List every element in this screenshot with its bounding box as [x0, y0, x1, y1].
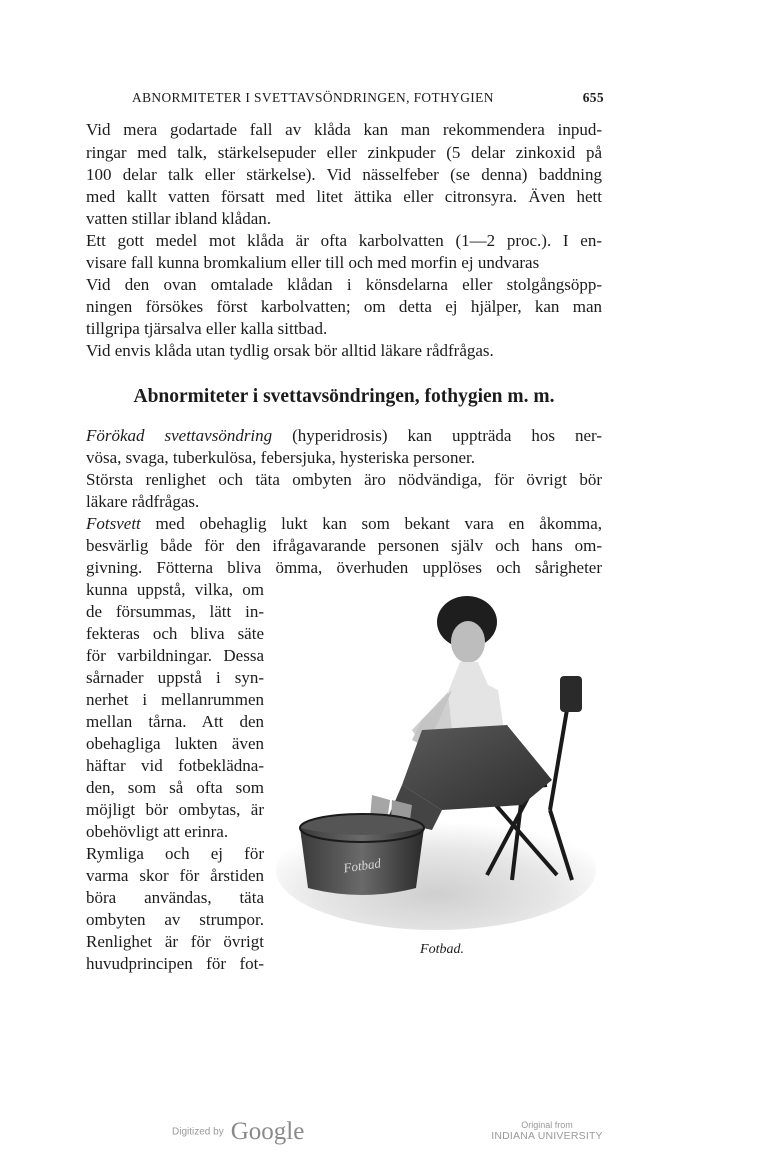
paragraph-1-line: vatten stillar ibland klådan.	[86, 209, 272, 228]
narrow-line: sårnader uppstå i syn-	[86, 668, 264, 687]
original-from	[488, 1120, 606, 1148]
university-label: INDIANA UNIVERSITY	[491, 1130, 603, 1142]
paragraph-1-line: med kallt vatten försatt med litet ättika eller citronsyra. Även hett	[86, 187, 602, 206]
paragraph-3-line: tillgripa tjärsalva eller kalla sittbad.	[86, 319, 328, 338]
narrow-line: fekteras och bliva säte	[86, 624, 264, 643]
paragraph-3-line: Vid den ovan omtalade klådan i könsdelarna eller stolgångsöpp-	[86, 275, 602, 294]
section-p3-line: Fotsvett med obehaglig lukt kan som bekant vara en åkomma,	[86, 514, 602, 533]
paragraph-1-line: Vid mera godartade fall av klåda kan man rekommendera inpud-	[86, 120, 602, 139]
google-logo: Google	[230, 1118, 305, 1145]
section-p3-line: givning. Fötterna bliva ömma, överhuden upplöses och sårigheter	[86, 558, 602, 577]
woman-footbath-photo-icon	[272, 580, 600, 930]
narrow-line: för varbildningar. Dessa	[86, 646, 264, 665]
section-p2-line: läkare rådfrågas.	[86, 492, 200, 511]
original-from-label: Original from	[521, 1120, 573, 1130]
page-number: 655	[582, 90, 604, 105]
narrow-line: obehövligt att erinra.	[86, 822, 229, 841]
paragraph-1-line: 100 delar talk eller stärkelse). Vid nässelfeber (se denna) baddning	[86, 165, 602, 184]
narrow-line: huvudprincipen för fot-	[86, 954, 264, 973]
header-title: ABNORMITETER I SVETTAVSÖNDRINGEN, FOTHYGIEN	[132, 90, 494, 105]
paragraph-1-line: ringar med talk, stärkelsepuder eller zinkpuder (5 delar zinkoxid på	[86, 143, 602, 162]
narrow-line: ombyten av strumpor.	[86, 910, 264, 929]
section-p2-line: Största renlighet och täta ombyten äro nödvändiga, för övrigt bör	[86, 470, 602, 489]
section-p1-line: vösa, svaga, tuberkulösa, febersjuka, hysteriska personer.	[86, 448, 475, 467]
paragraph-2-line: Ett gott medel mot klåda är ofta karbolvatten (1—2 proc.). I en-	[86, 231, 602, 250]
narrow-line: Rymliga och ej för	[86, 844, 264, 863]
narrow-line: obehagliga lukten även	[86, 734, 264, 753]
narrow-line: möjligt bör ombytas, är	[86, 800, 264, 819]
narrow-line: Renlighet är för övrigt	[86, 932, 264, 951]
section-heading: Abnormiteter i svettavsöndringen, fothygien m. m.	[133, 386, 555, 407]
narrow-line: varma skor för årstiden	[86, 866, 264, 885]
narrow-line: mellan tårna. Att den	[86, 712, 264, 731]
footbath-photo	[272, 580, 600, 930]
paragraph-3-line: ningen försökes först karbolvatten; om detta ej hjälper, kan man	[86, 297, 602, 316]
figure-caption: Fotbad.	[420, 942, 464, 957]
narrow-line: häftar vid fotbeklädna-	[86, 756, 264, 775]
narrow-line: böra användas, täta	[86, 888, 264, 907]
italic-term: Förökad svettavsöndring	[86, 426, 273, 445]
section-p1-line: Förökad svettavsöndring (hyperidrosis) kan uppträda hos ner-	[86, 426, 602, 445]
narrow-line: den, som så ofta som	[86, 778, 264, 797]
running-header	[132, 90, 604, 110]
italic-term: Fotsvett	[86, 514, 141, 533]
tub-label: Fotbad	[342, 855, 382, 876]
narrow-line: de försummas, lätt in-	[86, 602, 264, 621]
paragraph-2-line: visare fall kunna bromkalium eller till och med morfin ej undvaras	[86, 253, 540, 272]
narrow-line: kunna uppstå, vilka, om	[86, 580, 264, 599]
paragraph-4-line: Vid envis klåda utan tydlig orsak bör alltid läkare rådfrågas.	[86, 341, 494, 360]
section-p3-line: besvärlig både för den ifrågavarande personen själv och hans om-	[86, 536, 602, 555]
digitized-by-label: Digitized by	[172, 1126, 224, 1138]
narrow-line: nerhet i mellanrummen	[86, 690, 264, 709]
digitized-by-google	[172, 1118, 312, 1152]
